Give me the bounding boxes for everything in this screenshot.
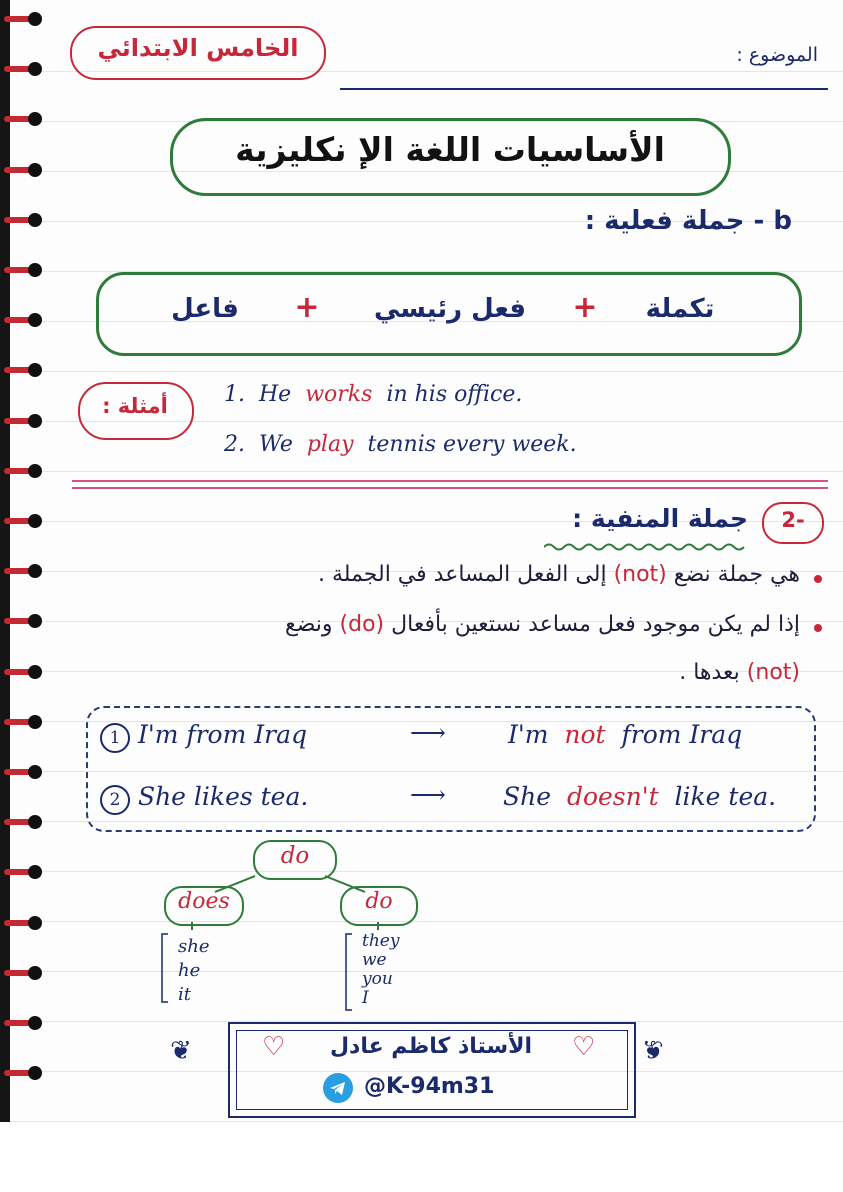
pronoun-it: it: [178, 984, 191, 1005]
bullet-2-not: (not): [746, 660, 800, 685]
subject-line: [340, 88, 828, 90]
negation-2-right-a: She: [503, 782, 552, 811]
arrow-1: ⟶: [410, 718, 446, 747]
spiral-ring: [4, 313, 42, 327]
pronoun-i: I: [362, 988, 369, 1008]
spiral-ring: [4, 614, 42, 628]
teacher-name: الأستاذ كاظم عادل: [329, 1034, 533, 1059]
negation-2-right-doesnt: doesn't: [566, 782, 659, 811]
example-2-num: 2.: [224, 432, 245, 457]
bullet-2-e: بعدها .: [679, 660, 740, 685]
bullet-2-c: ونضع: [285, 612, 333, 637]
example-1-subject: He: [259, 382, 292, 407]
bullet-2-line-1: [100, 612, 800, 637]
example-1-circle-num: 1: [100, 723, 130, 753]
section-2-heading: جملة المنفية :: [572, 504, 748, 533]
negation-example-1: [100, 720, 800, 753]
flourish-left-icon: ❦: [170, 1036, 192, 1066]
example-1-num: 1.: [224, 382, 245, 407]
bullet-2-a: إذا لم يكن موجود فعل مساعد نستعين بأفعال: [391, 612, 800, 637]
tree-left-pronouns: [178, 935, 209, 1007]
section-b-heading: b - جملة فعلية :: [584, 206, 792, 236]
bullet-1-dot: [814, 575, 822, 583]
spiral-ring: [4, 514, 42, 528]
negation-1-left: I'm from Iraq: [137, 720, 307, 749]
telegram-handle: @K-94m31: [364, 1074, 495, 1099]
spiral-ring: [4, 815, 42, 829]
page-title: الأساسيات اللغة الإ نكليزية: [235, 130, 665, 169]
bullet-1-not: (not): [613, 562, 667, 587]
example-1: [224, 382, 744, 407]
divider-top: [72, 480, 828, 482]
example-2-circle-num: 2: [100, 785, 130, 815]
examples-label: أمثلة :: [102, 394, 168, 418]
bullet-2-dot: [814, 624, 822, 632]
tree-root-label: do: [280, 843, 310, 869]
flourish-right-icon: ❦: [642, 1036, 664, 1066]
spiral-ring: [4, 263, 42, 277]
spiral-ring: [4, 112, 42, 126]
section-2-number: 2-: [781, 508, 805, 532]
subject-label: الموضوع :: [736, 44, 818, 66]
formula-complement: تكملة: [645, 294, 715, 324]
telegram-icon: [322, 1072, 354, 1104]
bullet-1: [170, 562, 800, 587]
formula-plus-1: +: [572, 290, 598, 325]
example-1-verb: works: [305, 382, 373, 407]
spiral-ring: [4, 865, 42, 879]
example-2-subject: We: [259, 432, 293, 457]
pronoun-she: she: [178, 936, 210, 957]
spiral-ring: [4, 966, 42, 980]
tree-right-label: do: [365, 889, 393, 914]
spiral-ring: [4, 213, 42, 227]
example-1-rest: in his office.: [386, 382, 523, 407]
tree-left-label: does: [178, 889, 230, 914]
pronoun-you: you: [362, 969, 393, 989]
bullet-1-c: إلى الفعل المساعد في الجملة .: [318, 562, 607, 587]
divider-bottom: [72, 487, 828, 489]
negation-1-right-c: from Iraq: [621, 720, 743, 749]
negation-2-right-c: like tea.: [674, 782, 777, 811]
spiral-ring: [4, 665, 42, 679]
spiral-ring: [4, 564, 42, 578]
heart-right-icon: ♡: [572, 1032, 596, 1062]
example-2-rest: tennis every week.: [367, 432, 577, 457]
arrow-2: ⟶: [410, 780, 446, 809]
grade-label: الخامس الابتدائي: [97, 34, 299, 62]
heading-wavy-underline: [544, 542, 750, 552]
bullet-2-line-2: [500, 660, 800, 685]
bullet-2-do: (do): [339, 612, 385, 637]
negation-1-right-not: not: [564, 720, 606, 749]
spiral-ring: [4, 1066, 42, 1080]
spiral-ring: [4, 414, 42, 428]
pronoun-we: we: [362, 950, 387, 970]
formula-subject: فاعل: [171, 294, 239, 324]
tree-right-pronouns: [362, 932, 399, 1008]
spiral-ring: [4, 464, 42, 478]
example-2-verb: play: [306, 432, 354, 457]
spiral-ring: [4, 916, 42, 930]
negation-1-right-a: I'm: [508, 720, 549, 749]
spiral-ring: [4, 715, 42, 729]
formula-plus-2: +: [294, 290, 320, 325]
spiral-ring: [4, 62, 42, 76]
negation-2-left: She likes tea.: [137, 782, 309, 811]
negation-example-2: [100, 782, 800, 815]
spiral-ring: [4, 1016, 42, 1030]
pronoun-he: he: [178, 960, 201, 981]
spiral-ring: [4, 12, 42, 26]
spiral-ring: [4, 363, 42, 377]
spiral-ring: [4, 163, 42, 177]
bullet-1-a: هي جملة نضع: [673, 562, 800, 587]
heart-left-icon: ♡: [262, 1032, 286, 1062]
spiral-ring: [4, 765, 42, 779]
pronoun-they: they: [362, 931, 400, 951]
example-2: [224, 432, 744, 457]
formula-main-verb: فعل رئيسي: [373, 294, 527, 324]
